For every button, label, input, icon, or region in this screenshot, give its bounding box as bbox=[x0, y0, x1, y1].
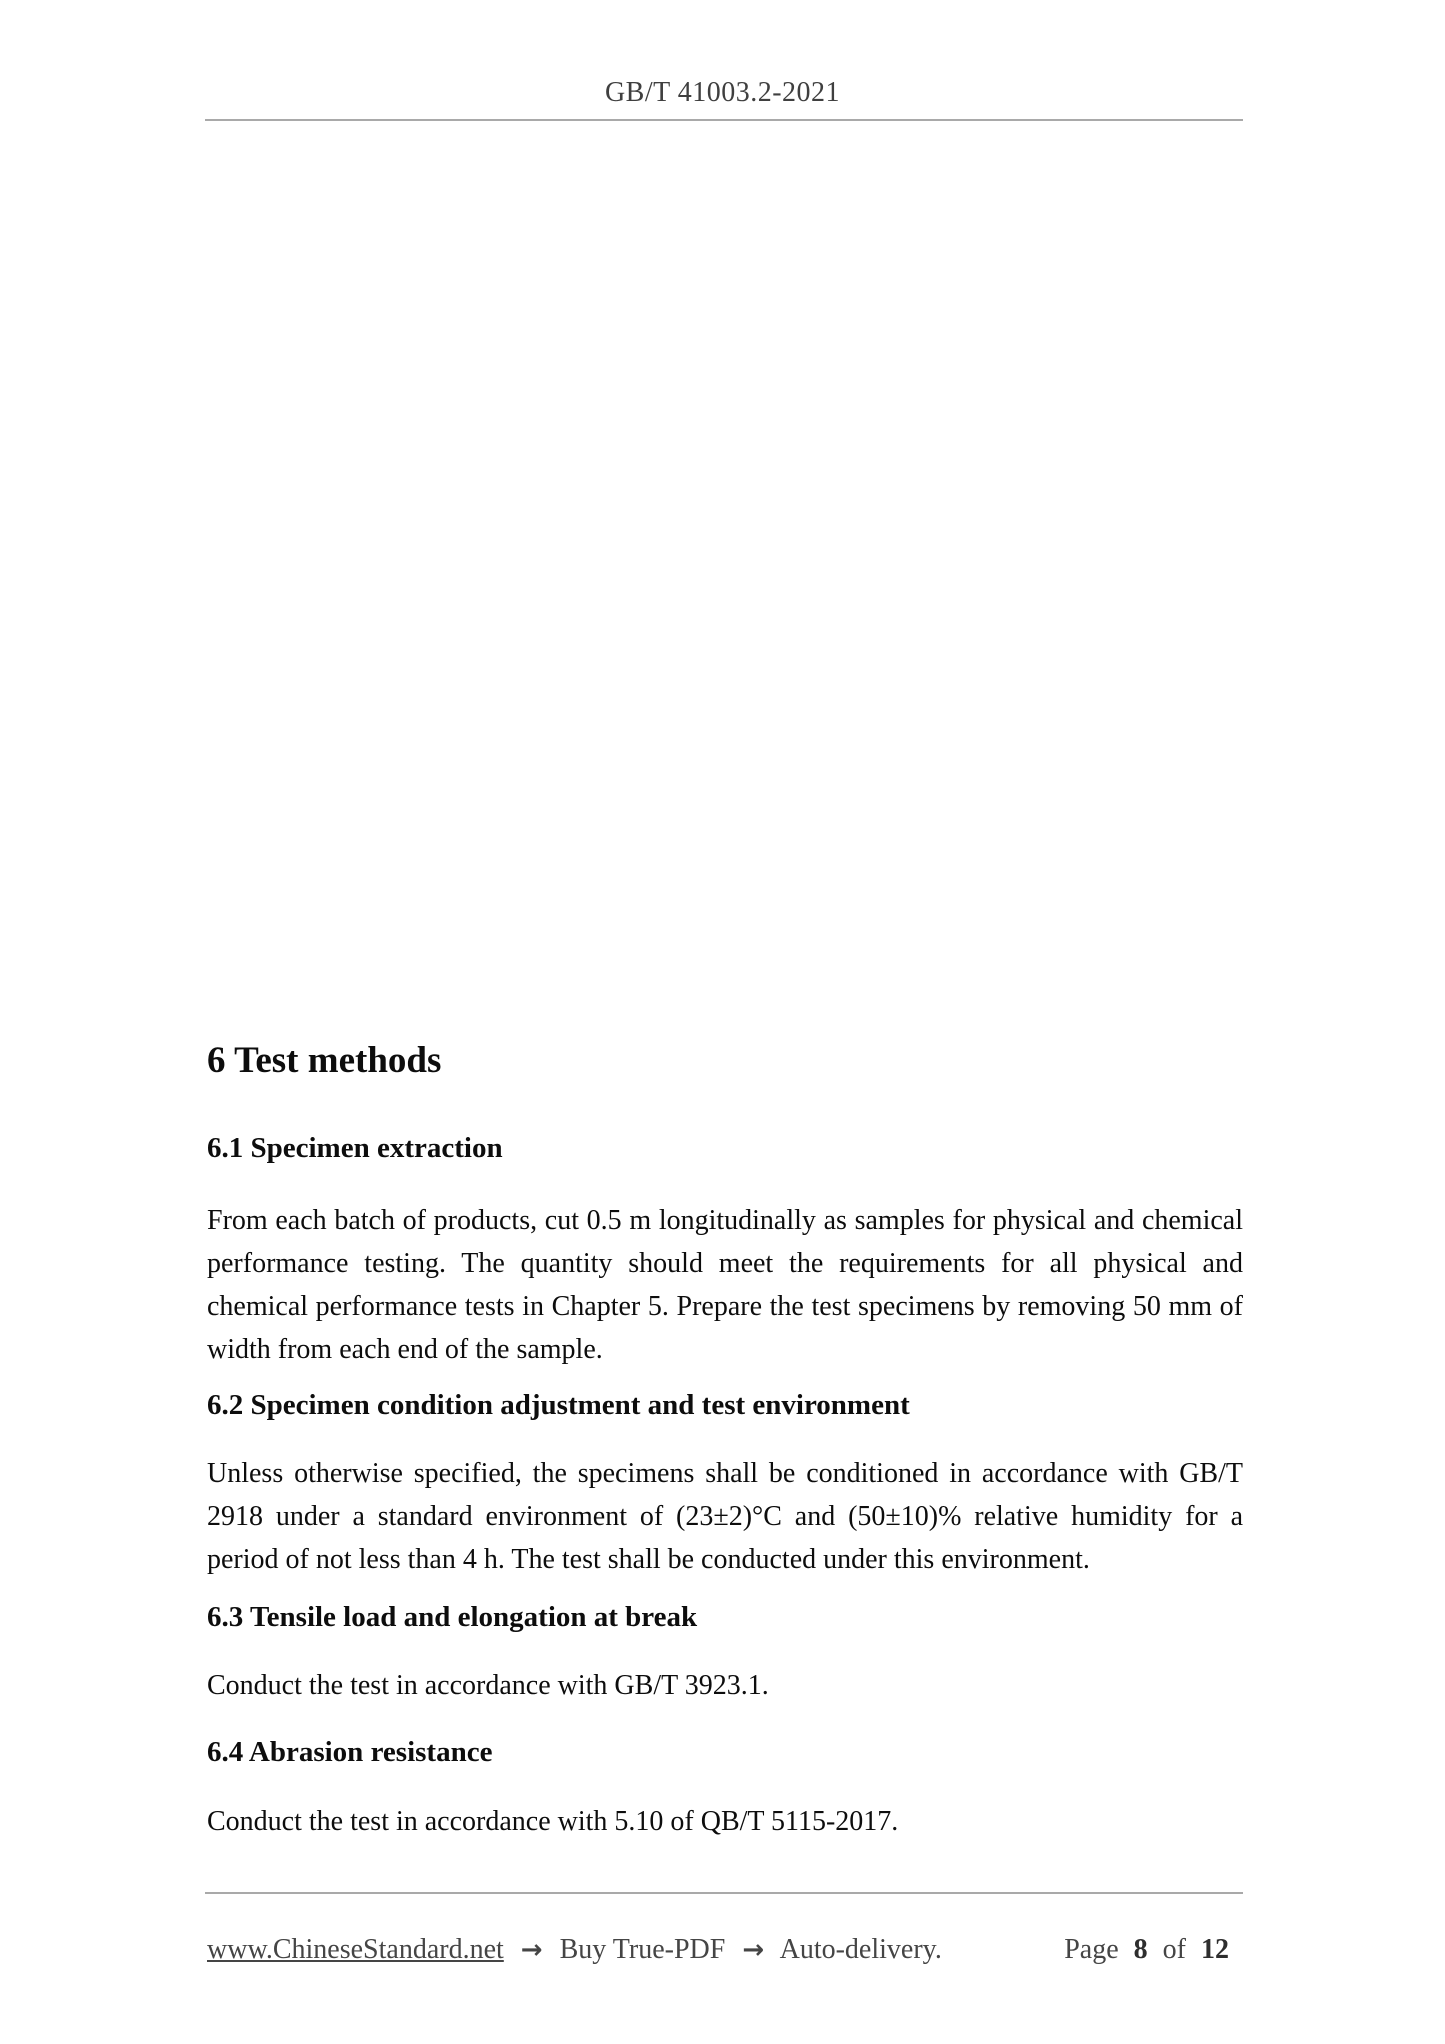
header-divider bbox=[205, 119, 1243, 121]
page-indicator bbox=[1062, 1930, 1235, 1970]
page-indicator-total: 12 bbox=[1201, 1934, 1229, 1965]
header-standard-number: GB/T 41003.2-2021 bbox=[604, 77, 841, 108]
chapter-title: 6 Test methods bbox=[207, 1040, 442, 1081]
footer-buy-label: Buy True-PDF bbox=[559, 1934, 726, 1965]
footer-divider bbox=[205, 1892, 1243, 1894]
page-indicator-of: of bbox=[1162, 1934, 1186, 1965]
section-heading-6-4: 6.4 Abrasion resistance bbox=[207, 1736, 493, 1768]
page-indicator-current: 8 bbox=[1133, 1934, 1148, 1965]
section-heading-6-1: 6.1 Specimen extraction bbox=[207, 1132, 503, 1164]
footer-promo bbox=[207, 1930, 942, 1970]
page-footer bbox=[207, 1930, 1235, 1970]
section-body-6-3: Conduct the test in accordance with GB/T 3923.1. bbox=[207, 1670, 769, 1701]
section-heading-6-3: 6.3 Tensile load and elongation at break bbox=[207, 1601, 698, 1633]
section-heading-6-2: 6.2 Specimen condition adjustment and test environment bbox=[207, 1389, 910, 1421]
right-arrow-icon: → bbox=[520, 1935, 543, 1965]
footer-website-link[interactable]: www.ChineseStandard.net bbox=[207, 1934, 504, 1965]
page-indicator-label: Page bbox=[1064, 1934, 1119, 1965]
right-arrow-icon: → bbox=[742, 1935, 765, 1965]
footer-delivery-label: Auto-delivery. bbox=[779, 1934, 942, 1965]
section-body-6-2: Unless otherwise specified, the specimens shall be conditioned in accordance with GB/T 2918 under a standard environment of (23±2)°C and (50±10)% relative humidity for a period of not less than 4 h. The test shall be conducted under this environment. bbox=[207, 1458, 1243, 1575]
section-body-6-1: From each batch of products, cut 0.5 m longitudinally as samples for physical and chemical performance testing. The quantity should meet the requirements for all physical and chemical performance tests in Chapter 5. Prepare the test specimens by removing 50 mm of width from each end of the sample. bbox=[207, 1205, 1243, 1365]
section-body-6-4: Conduct the test in accordance with 5.10 of QB/T 5115-2017. bbox=[207, 1806, 899, 1837]
